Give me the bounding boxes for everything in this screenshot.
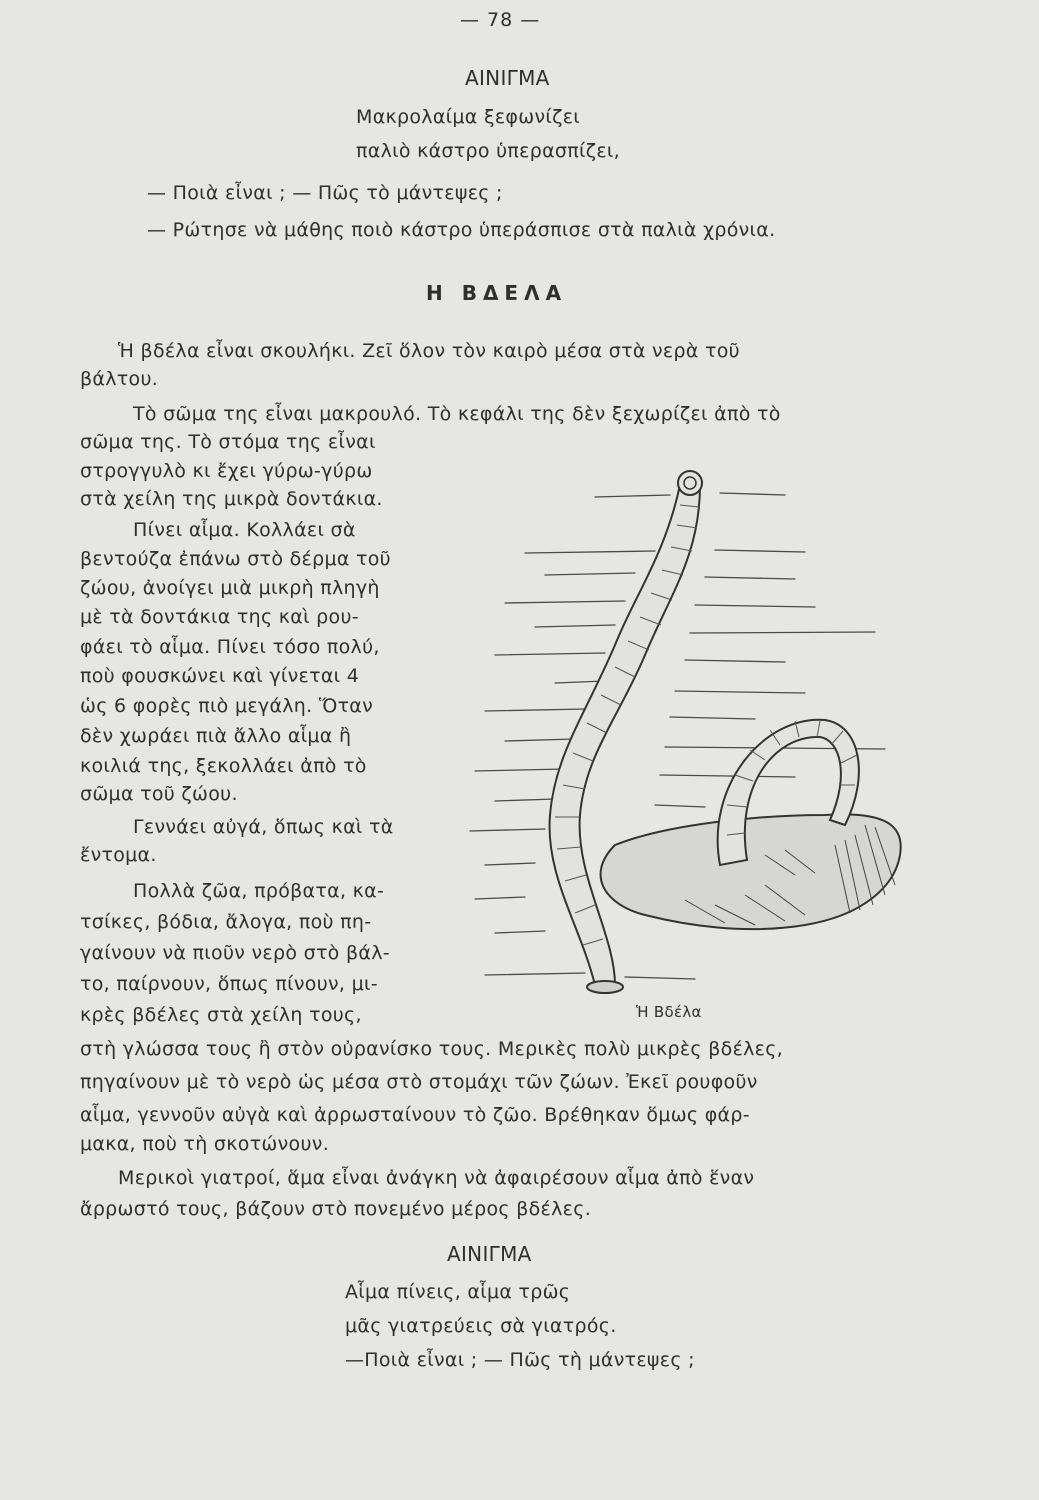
- article-line: μακα, ποὺ τὴ σκοτώνουν.: [80, 1133, 330, 1155]
- riddle2-line: μᾶς γιατρεύεις σὰ γιατρός.: [345, 1315, 617, 1337]
- article-line: τσίκες, βόδια, ἄλογα, ποὺ πη-: [80, 911, 372, 933]
- article-line: μὲ τὰ δοντάκια της καὶ ρου-: [80, 606, 359, 628]
- article-line: ζώου, ἀνοίγει μιὰ μικρὴ πληγὴ: [80, 577, 380, 599]
- article-line: δὲν χωράει πιὰ ἄλλο αἷμα ἢ: [80, 725, 352, 747]
- riddle1-line: Μακρολαίμα ξεφωνίζει: [356, 106, 581, 128]
- article-line: αἷμα, γεννοῦν αὐγὰ καὶ ἀρρωσταίνουν τὸ ζῶο. Βρέθηκαν ὅμως φάρ-: [80, 1104, 750, 1126]
- article-line: Γεννάει αὐγά, ὅπως καὶ τὰ: [133, 816, 394, 838]
- article-line: Πολλὰ ζῶα, πρόβατα, κα-: [133, 880, 385, 902]
- article-line: ἔντομα.: [80, 844, 157, 866]
- page-number: — 78 —: [460, 9, 541, 31]
- article-line: στρογγυλὸ κι ἔχει γύρω-γύρω: [80, 460, 373, 482]
- illustration-caption: Ἡ Βδέλα: [636, 1003, 702, 1021]
- leech-illustration: [465, 455, 905, 1010]
- article-line: βεντούζα ἐπάνω στὸ δέρμα τοῦ: [80, 548, 391, 570]
- article-line: ποὺ φουσκώνει καὶ γίνεται 4: [80, 665, 360, 687]
- article-line: γαίνουν νὰ πιοῦν νερὸ στὸ βάλ-: [80, 942, 390, 964]
- riddle2-title: ΑΙΝΙΓΜΑ: [447, 1242, 532, 1266]
- article-line: Τὸ σῶμα της εἶναι μακρουλό. Τὸ κεφάλι της δὲν ξεχωρίζει ἀπὸ τὸ: [133, 403, 781, 425]
- article-line: στὴ γλώσσα τους ἢ στὸν οὐρανίσκο τους. Μερικὲς πολὺ μικρὲς βδέλες,: [80, 1038, 784, 1060]
- article-line: κρὲς βδέλες στὰ χείλη τους,: [80, 1004, 362, 1026]
- article-line: ἄρρωστό τους, βάζουν στὸ πονεμένο μέρος βδέλες.: [80, 1198, 592, 1220]
- article-line: Μερικοὶ γιατροί, ἅμα εἶναι ἀνάγκη νὰ ἀφαιρέσουν αἷμα ἀπὸ ἕναν: [118, 1167, 755, 1189]
- article-line: το, παίρνουν, ὅπως πίνουν, μι-: [80, 973, 378, 995]
- article-line: σῶμα τοῦ ζώου.: [80, 783, 238, 805]
- article-line: σῶμα της. Τὸ στόμα της εἶναι: [80, 431, 376, 453]
- article-line: ὡς 6 φορὲς πιὸ μεγάλη. Ὅταν: [80, 695, 374, 717]
- article-line: κοιλιά της, ξεκολλάει ἀπὸ τὸ: [80, 755, 367, 777]
- riddle1-line: παλιὸ κάστρο ὑπερασπίζει,: [356, 140, 620, 162]
- article-line: στὰ χείλη της μικρὰ δοντάκια.: [80, 488, 383, 510]
- riddle1-title: ΑΙΝΙΓΜΑ: [465, 66, 550, 90]
- article-title: Η ΒΔΕΛΑ: [426, 281, 568, 305]
- article-line: φάει τὸ αἷμα. Πίνει τόσο πολύ,: [80, 636, 380, 658]
- article-line: Ἡ βδέλα εἶναι σκουλήκι. Ζεῖ ὅλον τὸν καιρὸ μέσα στὰ νερὰ τοῦ: [118, 340, 740, 362]
- riddle1-line: — Ρώτησε νὰ μάθης ποιὸ κάστρο ὑπεράσπισε στὰ παλιὰ χρόνια.: [147, 219, 776, 241]
- article-line: βάλτου.: [80, 368, 159, 390]
- article-line: πηγαίνουν μὲ τὸ νερὸ ὡς μέσα στὸ στομάχι τῶν ζώων. Ἐκεῖ ρουφοῦν: [80, 1071, 758, 1093]
- article-line: Πίνει αἷμα. Κολλάει σὰ: [133, 519, 356, 541]
- riddle2-line: —Ποιὰ εἶναι ; — Πῶς τὴ μάντεψες ;: [345, 1349, 695, 1371]
- riddle2-line: Αἷμα πίνεις, αἷμα τρῶς: [345, 1281, 571, 1303]
- riddle1-line: — Ποιὰ εἶναι ; — Πῶς τὸ μάντεψες ;: [147, 182, 503, 204]
